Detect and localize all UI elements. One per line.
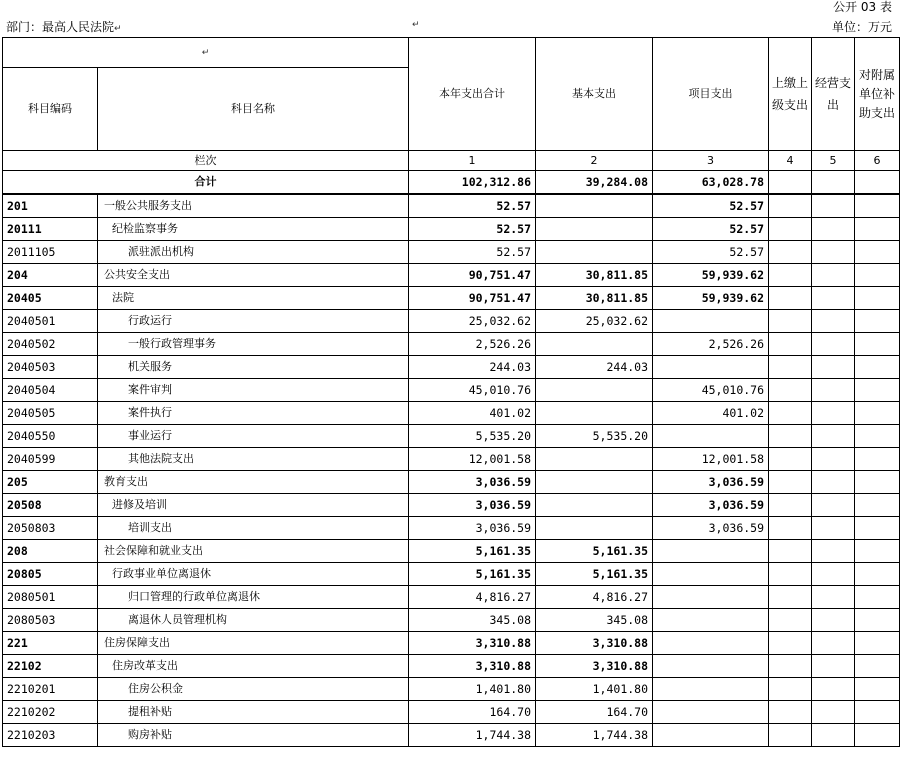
row-basic [536,333,653,356]
row-project [653,701,769,724]
row-name: 住房公积金 [98,678,409,701]
row-total: 3,310.88 [409,655,536,678]
table-row [3,425,900,448]
row-business [812,402,855,425]
total-label: 合计 [3,171,409,195]
tier-1: 1 [409,151,536,171]
row-name: 派驻派出机构 [98,241,409,264]
paragraph-mark: ↵ [412,20,420,30]
table-row [3,448,900,471]
row-subsidy [855,402,900,425]
row-business [812,609,855,632]
row-name: 行政运行 [98,310,409,333]
table-row [3,609,900,632]
row-upper [769,609,812,632]
row-name: 住房保障支出 [98,632,409,655]
row-total: 5,161.35 [409,540,536,563]
row-name: 社会保障和就业支出 [98,540,409,563]
row-business [812,540,855,563]
table-row [3,402,900,425]
row-total: 345.08 [409,609,536,632]
row-project: 52.57 [653,194,769,218]
table-row [3,586,900,609]
row-code: 2080501 [3,586,98,609]
header-total: 本年支出合计 [409,38,536,151]
row-basic [536,471,653,494]
row-project: 45,010.76 [653,379,769,402]
row-name: 事业运行 [98,425,409,448]
row-code: 2040550 [3,425,98,448]
row-upper [769,287,812,310]
form-number: 公开 03 表 [833,0,892,14]
table-row [3,287,900,310]
row-project: 401.02 [653,402,769,425]
row-name: 教育支出 [98,471,409,494]
row-subsidy [855,425,900,448]
row-total: 1,744.38 [409,724,536,747]
row-business [812,517,855,540]
row-code: 2040505 [3,402,98,425]
row-upper [769,379,812,402]
row-business [812,655,855,678]
row-business [812,448,855,471]
row-subsidy [855,678,900,701]
row-name: 公共安全支出 [98,264,409,287]
row-business [812,194,855,218]
row-code: 221 [3,632,98,655]
row-basic: 3,310.88 [536,655,653,678]
row-business [812,356,855,379]
row-code: 2011105 [3,241,98,264]
row-code: 2040501 [3,310,98,333]
row-subsidy [855,655,900,678]
row-project [653,310,769,333]
row-project: 3,036.59 [653,517,769,540]
row-upper [769,356,812,379]
row-total: 1,401.80 [409,678,536,701]
row-code: 205 [3,471,98,494]
row-upper [769,333,812,356]
row-upper [769,678,812,701]
row-name: 归口管理的行政单位离退休 [98,586,409,609]
row-basic [536,517,653,540]
row-subsidy [855,287,900,310]
row-basic: 25,032.62 [536,310,653,333]
table-row [3,563,900,586]
table-row [3,356,900,379]
tier-4: 4 [769,151,812,171]
header-name: 科目名称 [98,68,409,151]
table-row [3,218,900,241]
row-code: 204 [3,264,98,287]
row-subsidy [855,194,900,218]
row-basic: 345.08 [536,609,653,632]
row-business [812,701,855,724]
row-basic [536,448,653,471]
row-upper [769,425,812,448]
row-subsidy [855,724,900,747]
row-subsidy [855,471,900,494]
row-code: 201 [3,194,98,218]
total-subsidy [855,171,900,195]
row-upper [769,632,812,655]
row-subsidy [855,356,900,379]
row-business [812,218,855,241]
table-row [3,471,900,494]
row-upper [769,701,812,724]
row-code: 20111 [3,218,98,241]
row-name: 进修及培训 [98,494,409,517]
row-project: 52.57 [653,241,769,264]
row-business [812,379,855,402]
row-total: 5,161.35 [409,563,536,586]
header-blank-cell [3,38,409,68]
row-name: 其他法院支出 [98,448,409,471]
row-name: 机关服务 [98,356,409,379]
row-project [653,678,769,701]
row-upper [769,517,812,540]
row-subsidy [855,494,900,517]
row-upper [769,264,812,287]
row-upper [769,448,812,471]
row-business [812,264,855,287]
row-code: 2210203 [3,724,98,747]
table-row [3,540,900,563]
row-basic [536,241,653,264]
row-code: 20508 [3,494,98,517]
row-total: 3,036.59 [409,494,536,517]
row-upper [769,241,812,264]
row-basic [536,379,653,402]
row-code: 2210201 [3,678,98,701]
row-basic [536,494,653,517]
row-name: 住房改革支出 [98,655,409,678]
row-code: 2210202 [3,701,98,724]
row-total: 401.02 [409,402,536,425]
table-row [3,724,900,747]
row-basic [536,402,653,425]
table-row [3,632,900,655]
row-business [812,678,855,701]
row-project [653,724,769,747]
table-row [3,494,900,517]
row-upper [769,724,812,747]
row-upper [769,586,812,609]
row-business [812,310,855,333]
row-total: 4,816.27 [409,586,536,609]
row-upper [769,494,812,517]
row-business [812,241,855,264]
row-project: 59,939.62 [653,264,769,287]
tier-3: 3 [653,151,769,171]
row-upper [769,194,812,218]
header-basic: 基本支出 [536,38,653,151]
table-row [3,517,900,540]
row-total: 5,535.20 [409,425,536,448]
table-row [3,655,900,678]
table-row [3,264,900,287]
row-subsidy [855,448,900,471]
tier-label: 栏次 [3,151,409,171]
row-project: 3,036.59 [653,494,769,517]
row-project [653,425,769,448]
header-subsidy: 对附属单位补助支出 [855,38,900,151]
row-code: 2040503 [3,356,98,379]
row-basic [536,194,653,218]
row-upper [769,471,812,494]
row-name: 离退休人员管理机构 [98,609,409,632]
row-code: 22102 [3,655,98,678]
tier-2: 2 [536,151,653,171]
row-basic: 30,811.85 [536,264,653,287]
header-project: 项目支出 [653,38,769,151]
row-name: 一般公共服务支出 [98,194,409,218]
department-label [6,20,122,36]
table-row [3,678,900,701]
row-code: 2040502 [3,333,98,356]
paragraph-mark: ↵ [201,48,210,58]
row-subsidy [855,218,900,241]
row-project [653,586,769,609]
total-upper [769,171,812,195]
expenditure-table [2,37,900,747]
row-project [653,632,769,655]
row-subsidy [855,609,900,632]
table-row [3,310,900,333]
row-project: 59,939.62 [653,287,769,310]
row-name: 案件审判 [98,379,409,402]
table-row [3,241,900,264]
total-project: 63,028.78 [653,171,769,195]
row-business [812,425,855,448]
row-project [653,356,769,379]
table-row [3,333,900,356]
row-code: 2040599 [3,448,98,471]
unit-label: 单位：万元 [831,20,892,34]
row-code: 20805 [3,563,98,586]
row-total: 52.57 [409,194,536,218]
department-text: 部门：最高人民法院 [6,20,115,34]
row-code: 2080503 [3,609,98,632]
header-code: 科目编码 [3,68,98,151]
row-total: 90,751.47 [409,287,536,310]
row-business [812,494,855,517]
table-row [3,379,900,402]
header-upper: 上缴上级支出 [769,38,812,151]
row-total: 52.57 [409,218,536,241]
row-basic [536,218,653,241]
row-name: 纪检监察事务 [98,218,409,241]
row-subsidy [855,701,900,724]
row-project: 3,036.59 [653,471,769,494]
row-subsidy [855,241,900,264]
row-upper [769,310,812,333]
row-business [812,333,855,356]
row-code: 208 [3,540,98,563]
row-name: 培训支出 [98,517,409,540]
row-total: 244.03 [409,356,536,379]
row-name: 购房补贴 [98,724,409,747]
row-basic: 244.03 [536,356,653,379]
row-subsidy [855,632,900,655]
row-subsidy [855,264,900,287]
paragraph-mark: ↵ [114,24,122,34]
row-basic: 1,401.80 [536,678,653,701]
row-upper [769,655,812,678]
row-name: 案件执行 [98,402,409,425]
row-total: 90,751.47 [409,264,536,287]
row-total: 12,001.58 [409,448,536,471]
row-subsidy [855,379,900,402]
row-basic: 5,535.20 [536,425,653,448]
tier-6: 6 [855,151,900,171]
row-total: 3,036.59 [409,517,536,540]
tier-5: 5 [812,151,855,171]
row-subsidy [855,540,900,563]
row-subsidy [855,563,900,586]
row-name: 法院 [98,287,409,310]
row-total: 164.70 [409,701,536,724]
header-business: 经营支出 [812,38,855,151]
row-project [653,540,769,563]
row-name: 行政事业单位离退休 [98,563,409,586]
row-business [812,471,855,494]
row-code: 2050803 [3,517,98,540]
row-subsidy [855,517,900,540]
row-basic: 4,816.27 [536,586,653,609]
row-basic: 5,161.35 [536,540,653,563]
row-subsidy [855,310,900,333]
row-total: 3,036.59 [409,471,536,494]
row-project [653,655,769,678]
row-project [653,563,769,586]
row-upper [769,563,812,586]
row-basic: 30,811.85 [536,287,653,310]
total-sum: 102,312.86 [409,171,536,195]
row-project: 52.57 [653,218,769,241]
row-total: 3,310.88 [409,632,536,655]
row-upper [769,540,812,563]
row-total: 45,010.76 [409,379,536,402]
row-project: 2,526.26 [653,333,769,356]
total-basic: 39,284.08 [536,171,653,195]
row-business [812,724,855,747]
row-code: 20405 [3,287,98,310]
row-subsidy [855,586,900,609]
table-row [3,701,900,724]
row-basic: 3,310.88 [536,632,653,655]
row-project [653,609,769,632]
row-total: 25,032.62 [409,310,536,333]
row-total: 2,526.26 [409,333,536,356]
row-business [812,563,855,586]
row-basic: 5,161.35 [536,563,653,586]
row-name: 提租补贴 [98,701,409,724]
row-project: 12,001.58 [653,448,769,471]
row-business [812,632,855,655]
row-upper [769,402,812,425]
row-business [812,287,855,310]
row-basic: 164.70 [536,701,653,724]
row-total: 52.57 [409,241,536,264]
row-basic: 1,744.38 [536,724,653,747]
total-business [812,171,855,195]
row-business [812,586,855,609]
row-upper [769,218,812,241]
table-row [3,194,900,218]
row-name: 一般行政管理事务 [98,333,409,356]
row-code: 2040504 [3,379,98,402]
row-subsidy [855,333,900,356]
